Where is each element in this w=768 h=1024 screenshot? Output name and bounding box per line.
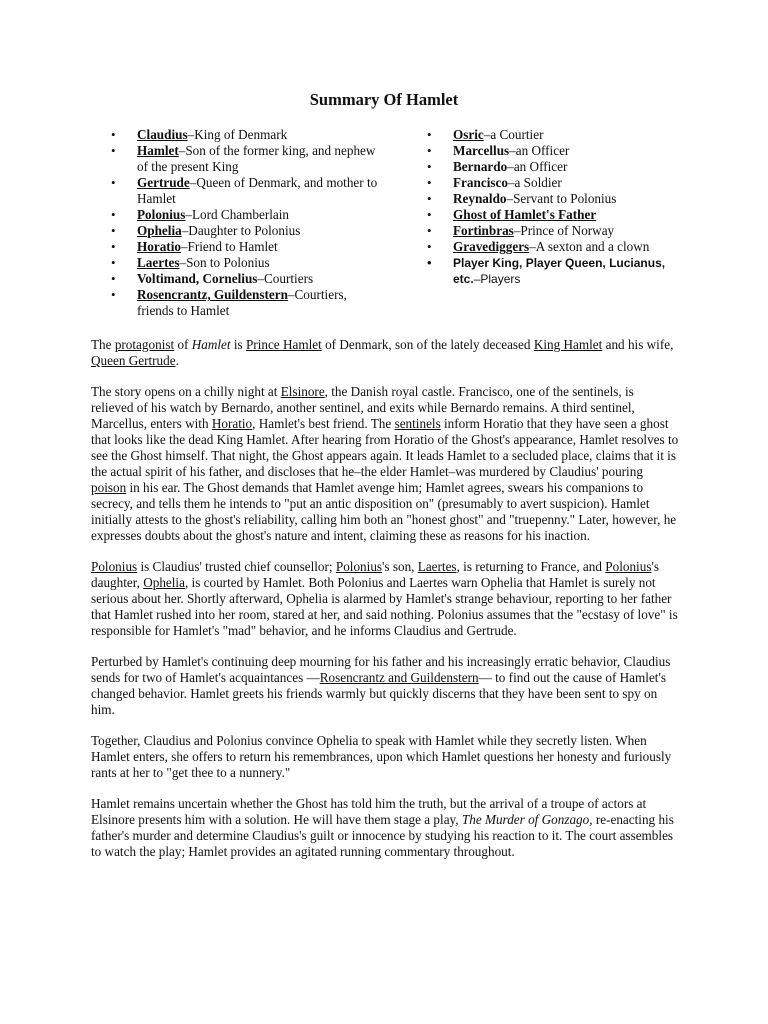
character-link-horatio[interactable]: Horatio	[137, 239, 181, 254]
link-protagonist[interactable]: protagonist	[114, 337, 175, 352]
list-item: • Francisco–a Soldier	[427, 175, 677, 191]
list-item: • Reynaldo–Servant to Polonius	[427, 191, 677, 207]
character-name-reynaldo: Reynaldo	[453, 191, 507, 206]
paragraph-polonius: Polonius is Claudius' trusted chief counsellor; Polonius's son, Laertes, is returning to France, and Polonius's daughter, Ophelia, is courted by Hamlet. Both Polonius and Laertes warn Ophelia that Hamlet is surely not serious about her. Shortly afterward, Ophelia is alarmed by Hamlet's strange behaviour, reporting to her father that Hamlet rushed into her room, stared at her, and said nothing. Polonius assumes that the "ecstasy of love" is responsible for Hamlet's "mad" behavior, and he informs Claudius and Gertrude.	[91, 559, 678, 638]
character-name-marcellus: Marcellus	[453, 143, 510, 158]
link-prince-hamlet[interactable]: Prince Hamlet	[245, 337, 322, 352]
list-item: • Horatio–Friend to Hamlet	[111, 239, 381, 255]
link-queen-gertrude[interactable]: Queen Gertrude	[91, 353, 176, 368]
list-item: • Gertrude–Queen of Denmark, and mother to Hamlet	[111, 175, 381, 207]
character-link-fortinbras[interactable]: Fortinbras	[453, 223, 514, 238]
character-link-ophelia[interactable]: Ophelia	[137, 223, 182, 238]
link-polonius[interactable]: Polonius	[335, 559, 383, 574]
character-link-gertrude[interactable]: Gertrude	[137, 175, 190, 190]
list-item: • Marcellus–an Officer	[427, 143, 677, 159]
list-item: • Player King, Player Queen, Lucianus, etc.–Players	[427, 255, 677, 287]
list-item: • Ophelia–Daughter to Polonius	[111, 223, 381, 239]
link-laertes[interactable]: Laertes	[417, 559, 457, 574]
characters-list-right	[427, 127, 677, 287]
list-item: • Hamlet–Son of the former king, and nephew of the present King	[111, 143, 381, 175]
character-link-rosencrantz-guildenstern[interactable]: Rosencrantz, Guildenstern	[137, 287, 288, 302]
link-ophelia[interactable]: Ophelia	[143, 575, 185, 590]
paragraph-perturbed: Perturbed by Hamlet's continuing deep mourning for his father and his increasingly erratic behavior, Claudius sends for two of Hamlet's acquaintances —Rosencrantz and Guildenstern— to find out the cause of Hamlet's changed behavior. Hamlet greets his friends warmly but quickly discerns that they have been sent to spy on him.	[91, 654, 671, 717]
link-polonius[interactable]: Polonius	[91, 559, 138, 574]
list-item: • Polonius–Lord Chamberlain	[111, 207, 381, 223]
paragraph-intro: The protagonist of Hamlet is Prince Hamlet of Denmark, son of the lately deceased King Hamlet and his wife, Queen Gertrude.	[91, 337, 674, 368]
play-within-play-title: The Murder of Gonzago	[461, 812, 590, 827]
character-link-gravediggers[interactable]: Gravediggers	[453, 239, 530, 254]
paragraph-play: Hamlet remains uncertain whether the Ghost has told him the truth, but the arrival of a troupe of actors at Elsinore presents him with a solution. He will have them stage a play, The Murder of Gonzago, re-enacting his father's murder and determine Claudius's guilt or innocence by studying his reaction to it. The court assembles to watch the play; Hamlet provides an agitated running commentary throughout.	[91, 796, 674, 859]
list-item: • Osric–a Courtier	[427, 127, 677, 143]
character-name-players: Player King, Player Queen, Lucianus, etc.	[453, 256, 666, 286]
paragraph-story-opens: The story opens on a chilly night at Elsinore, the Danish royal castle. Francisco, one of the sentinels, is relieved of his watch by Bernardo, another sentinel, and exits while Bernardo remains. A third sentinel, Marcellus, enters with Horatio, Hamlet's best friend. The sentinels inform Horatio that they have seen a ghost that looks like the dead King Hamlet. After hearing from Horatio of the Ghost's appearance, Hamlet resolves to see the Ghost himself. That night, the Ghost appears again. It leads Hamlet to a secluded place, claims that it is the actual spirit of his father, and discloses that he–the elder Hamlet–was murdered by Claudius' pouring poison in his ear. The Ghost demands that Hamlet avenge him; Hamlet agrees, swears his companions to secrecy, and tells them he intends to "put an antic disposition on" (presumably to avert suspicion). Hamlet initially attests to the ghost's reliability, calling him both an "honest ghost" and "truepenny." Later, however, he expresses doubts about the ghost's nature and intent, claiming these as reasons for his inaction.	[91, 384, 679, 543]
character-name-bernardo: Bernardo	[453, 159, 508, 174]
character-name-francisco: Francisco	[453, 175, 508, 190]
summary-body	[91, 337, 679, 875]
list-item: • Gravediggers–A sexton and a clown	[427, 239, 677, 255]
link-sentinels[interactable]: sentinels	[394, 416, 441, 431]
list-item: • Laertes–Son to Polonius	[111, 255, 381, 271]
character-link-osric[interactable]: Osric	[453, 127, 484, 142]
list-item: • Claudius–King of Denmark	[111, 127, 381, 143]
play-title: Hamlet	[191, 337, 231, 352]
character-link-laertes[interactable]: Laertes	[137, 255, 180, 270]
link-polonius[interactable]: Polonius	[605, 559, 652, 574]
list-item	[427, 207, 677, 223]
list-item: • Bernardo–an Officer	[427, 159, 677, 175]
list-item: • Voltimand, Cornelius–Courtiers	[111, 271, 381, 287]
link-rosencrantz-guildenstern[interactable]: Rosencrantz and Guildenstern	[319, 670, 479, 685]
character-name-voltimand-cornelius: Voltimand, Cornelius	[137, 271, 258, 286]
list-item: • Rosencrantz, Guildenstern–Courtiers, friends to Hamlet	[111, 287, 381, 319]
link-elsinore[interactable]: Elsinore	[280, 384, 325, 399]
character-link-polonius[interactable]: Polonius	[137, 207, 186, 222]
character-link-claudius[interactable]: Claudius	[137, 127, 188, 142]
list-item: • Fortinbras–Prince of Norway	[427, 223, 677, 239]
link-king-hamlet[interactable]: King Hamlet	[533, 337, 603, 352]
page-title: Summary Of Hamlet	[309, 90, 459, 109]
paragraph-together: Together, Claudius and Polonius convince Ophelia to speak with Hamlet while they secretly listen. When Hamlet enters, she offers to return his remembrances, upon which Hamlet questions her honesty and furiously rants at her to "get thee to a nunnery."	[91, 733, 672, 780]
link-poison[interactable]: poison	[91, 480, 127, 495]
character-link-ghost[interactable]: Ghost of Hamlet's Father	[453, 207, 597, 222]
character-link-hamlet[interactable]: Hamlet	[137, 143, 179, 158]
link-horatio[interactable]: Horatio	[211, 416, 253, 431]
characters-list-left	[111, 127, 381, 319]
